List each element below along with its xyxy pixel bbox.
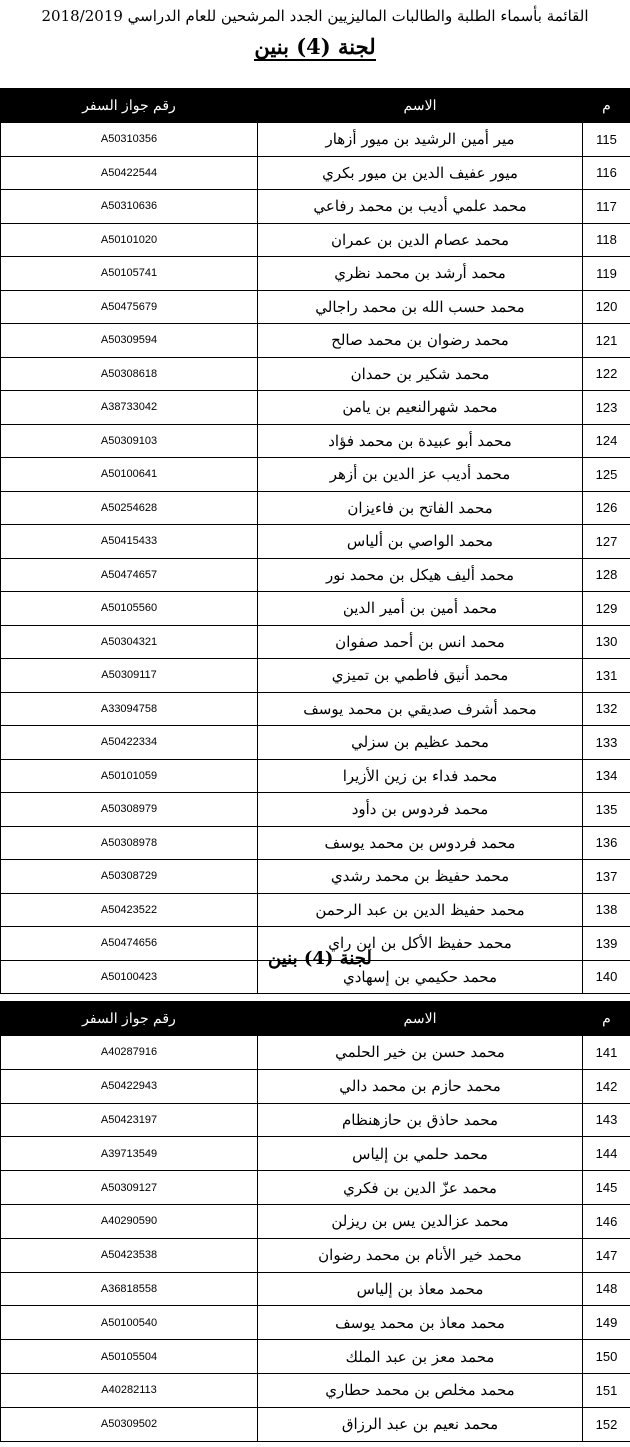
table-row xyxy=(1,558,630,592)
name-cell: محمد معاذ بن إلياس xyxy=(258,1272,583,1306)
table-row xyxy=(1,156,630,190)
table-row xyxy=(1,391,630,425)
number-cell: 146 xyxy=(583,1204,630,1238)
number-cell: 118 xyxy=(583,223,630,257)
passport-cell: A50309594 xyxy=(1,324,258,358)
table-row xyxy=(1,290,630,324)
table-row xyxy=(1,190,630,224)
number-cell: 127 xyxy=(583,525,630,559)
header-number: م xyxy=(583,1002,630,1036)
table-row xyxy=(1,123,630,157)
number-cell: 139 xyxy=(583,927,630,961)
number-cell: 131 xyxy=(583,659,630,693)
table-row xyxy=(1,759,630,793)
passport-cell: A50309103 xyxy=(1,424,258,458)
name-cell: محمد مخلص بن محمد حطاري xyxy=(258,1373,583,1407)
students-table-1 xyxy=(0,88,630,994)
passport-cell: A38733042 xyxy=(1,391,258,425)
header-name: الاسم xyxy=(258,1002,583,1036)
table-row xyxy=(1,491,630,525)
table-row xyxy=(1,424,630,458)
name-cell: محمد معاذ بن محمد يوسف xyxy=(258,1306,583,1340)
number-cell: 142 xyxy=(583,1069,630,1103)
passport-cell: A39713549 xyxy=(1,1137,258,1171)
passport-cell: A50100540 xyxy=(1,1306,258,1340)
table-header-row xyxy=(1,89,630,123)
number-cell: 147 xyxy=(583,1238,630,1272)
passport-cell: A50423197 xyxy=(1,1103,258,1137)
passport-cell: A50309127 xyxy=(1,1171,258,1205)
table-row xyxy=(1,1103,630,1137)
table-row xyxy=(1,1340,630,1374)
table-row xyxy=(1,1238,630,1272)
passport-cell: A50423538 xyxy=(1,1238,258,1272)
number-cell: 137 xyxy=(583,860,630,894)
passport-cell: A50423522 xyxy=(1,893,258,927)
name-cell: محمد حازم بن محمد دالي xyxy=(258,1069,583,1103)
number-cell: 132 xyxy=(583,692,630,726)
table-row xyxy=(1,1204,630,1238)
name-cell: محمد أمين بن أمير الدين xyxy=(258,592,583,626)
name-cell: محمد حفيظ بن محمد رشدي xyxy=(258,860,583,894)
table-row xyxy=(1,793,630,827)
table-row xyxy=(1,223,630,257)
table-row xyxy=(1,1171,630,1205)
number-cell: 129 xyxy=(583,592,630,626)
name-cell: محمد معز بن عبد الملك xyxy=(258,1340,583,1374)
number-cell: 115 xyxy=(583,123,630,157)
name-cell: محمد فردوس بن دأود xyxy=(258,793,583,827)
name-cell: محمد عزّ الدين بن فكري xyxy=(258,1171,583,1205)
passport-cell: A50105504 xyxy=(1,1340,258,1374)
passport-cell: A50310636 xyxy=(1,190,258,224)
table-row xyxy=(1,826,630,860)
number-cell: 121 xyxy=(583,324,630,358)
passport-cell: A50422334 xyxy=(1,726,258,760)
name-cell: محمد عظيم بن سزلي xyxy=(258,726,583,760)
header-name: الاسم xyxy=(258,89,583,123)
number-cell: 120 xyxy=(583,290,630,324)
passport-cell: A36818558 xyxy=(1,1272,258,1306)
number-cell: 151 xyxy=(583,1373,630,1407)
name-cell: محمد انس بن أحمد صفوان xyxy=(258,625,583,659)
name-cell: محمد خير الأنام بن محمد رضوان xyxy=(258,1238,583,1272)
table-row xyxy=(1,1036,630,1070)
name-cell: محمد أرشد بن محمد نظري xyxy=(258,257,583,291)
table-row xyxy=(1,625,630,659)
passport-cell: A50475679 xyxy=(1,290,258,324)
passport-cell: A50308979 xyxy=(1,793,258,827)
name-cell: محمد الفاتح بن فاءيزان xyxy=(258,491,583,525)
number-cell: 152 xyxy=(583,1407,630,1441)
number-cell: 124 xyxy=(583,424,630,458)
passport-cell: A50101059 xyxy=(1,759,258,793)
passport-cell: A50474657 xyxy=(1,558,258,592)
table-row xyxy=(1,1272,630,1306)
students-table-2 xyxy=(0,1001,630,1442)
number-cell: 123 xyxy=(583,391,630,425)
name-cell: محمد أشرف صديقي بن محمد يوسف xyxy=(258,692,583,726)
number-cell: 135 xyxy=(583,793,630,827)
table-row xyxy=(1,692,630,726)
number-cell: 136 xyxy=(583,826,630,860)
header-number: م xyxy=(583,89,630,123)
number-cell: 148 xyxy=(583,1272,630,1306)
number-cell: 143 xyxy=(583,1103,630,1137)
table-row xyxy=(1,1306,630,1340)
passport-cell: A50308978 xyxy=(1,826,258,860)
number-cell: 117 xyxy=(583,190,630,224)
passport-cell: A50422943 xyxy=(1,1069,258,1103)
table-row xyxy=(1,357,630,391)
passport-cell: A50100423 xyxy=(1,960,258,994)
number-cell: 122 xyxy=(583,357,630,391)
passport-cell: A50308729 xyxy=(1,860,258,894)
name-cell: محمد شهرالنعيم بن يامن xyxy=(258,391,583,425)
name-cell: محمد نعيم بن عبد الرزاق xyxy=(258,1407,583,1441)
name-cell: محمد أليف هيكل بن محمد نور xyxy=(258,558,583,592)
table-row xyxy=(1,1137,630,1171)
name-cell: محمد أنيق فاطمي بن تميزي xyxy=(258,659,583,693)
passport-cell: A50415433 xyxy=(1,525,258,559)
page-title: القائمة بأسماء الطلبة والطالبات الماليزيين الجدد المرشحين للعام الدراسي 2018/2019 xyxy=(41,7,589,25)
committee-subtitle-text: لجنة (4) بنين xyxy=(254,34,376,59)
passport-cell: A50105741 xyxy=(1,257,258,291)
passport-cell: A50254628 xyxy=(1,491,258,525)
number-cell: 149 xyxy=(583,1306,630,1340)
table-row xyxy=(1,860,630,894)
table-row xyxy=(1,257,630,291)
name-cell: محمد عزالدين يس بن ريزلن xyxy=(258,1204,583,1238)
table-row xyxy=(1,1373,630,1407)
number-cell: 119 xyxy=(583,257,630,291)
passport-cell: A50309117 xyxy=(1,659,258,693)
table-row xyxy=(1,893,630,927)
passport-cell: A50105560 xyxy=(1,592,258,626)
table-row xyxy=(1,1069,630,1103)
name-cell: محمد فداء بن زين الأزيرا xyxy=(258,759,583,793)
passport-cell: A50308618 xyxy=(1,357,258,391)
number-cell: 145 xyxy=(583,1171,630,1205)
passport-cell: A50310356 xyxy=(1,123,258,157)
name-cell: محمد حفيظ الدين بن عبد الرحمن xyxy=(258,893,583,927)
name-cell: محمد فردوس بن محمد يوسف xyxy=(258,826,583,860)
number-cell: 140 xyxy=(583,960,630,994)
header-passport: رقم جواز السفر xyxy=(1,89,258,123)
name-cell: محمد عصام الدين بن عمران xyxy=(258,223,583,257)
table-row xyxy=(1,458,630,492)
table-row xyxy=(1,659,630,693)
passport-cell: A50309502 xyxy=(1,1407,258,1441)
table-body-2 xyxy=(1,1036,630,1442)
table-row xyxy=(1,592,630,626)
name-cell: ميور عفيف الدين بن ميور بكري xyxy=(258,156,583,190)
passport-cell: A40287916 xyxy=(1,1036,258,1070)
number-cell: 116 xyxy=(583,156,630,190)
table-header-row xyxy=(1,1002,630,1036)
number-cell: 144 xyxy=(583,1137,630,1171)
passport-cell: A33094758 xyxy=(1,692,258,726)
passport-cell: A40290590 xyxy=(1,1204,258,1238)
name-cell: محمد شكير بن حمدان xyxy=(258,357,583,391)
number-cell: 134 xyxy=(583,759,630,793)
table-row xyxy=(1,324,630,358)
number-cell: 150 xyxy=(583,1340,630,1374)
number-cell: 128 xyxy=(583,558,630,592)
header-passport: رقم جواز السفر xyxy=(1,1002,258,1036)
number-cell: 141 xyxy=(583,1036,630,1070)
name-cell: مير أمين الرشيد بن ميور أزهار xyxy=(258,123,583,157)
table-row xyxy=(1,726,630,760)
name-cell: محمد حسن بن خير الحلمي xyxy=(258,1036,583,1070)
passport-cell: A50474656 xyxy=(1,927,258,961)
name-cell: محمد الواصي بن ألياس xyxy=(258,525,583,559)
name-cell: محمد حسب الله بن محمد راجالي xyxy=(258,290,583,324)
name-cell: محمد علمي أديب بن محمد رفاعي xyxy=(258,190,583,224)
number-cell: 125 xyxy=(583,458,630,492)
table-row xyxy=(1,525,630,559)
name-cell: محمد أديب عز الدين بن أزهر xyxy=(258,458,583,492)
name-cell: محمد حفيظ الأكل بن اين راي xyxy=(258,927,583,961)
name-cell: محمد حكيمي بن إسهادي xyxy=(258,960,583,994)
name-cell: محمد حاذق بن حازهنظام xyxy=(258,1103,583,1137)
name-cell: محمد حلمي بن إلياس xyxy=(258,1137,583,1171)
committee-subtitle xyxy=(0,33,630,61)
passport-cell: A50100641 xyxy=(1,458,258,492)
number-cell: 126 xyxy=(583,491,630,525)
passport-cell: A40282113 xyxy=(1,1373,258,1407)
passport-cell: A50304321 xyxy=(1,625,258,659)
passport-cell: A50422544 xyxy=(1,156,258,190)
table-body-1 xyxy=(1,123,630,994)
number-cell: 133 xyxy=(583,726,630,760)
overlay-committee-label: لجنة (4) بنين xyxy=(268,948,372,969)
number-cell: 130 xyxy=(583,625,630,659)
name-cell: محمد أبو عبيدة بن محمد فؤاد xyxy=(258,424,583,458)
number-cell: 138 xyxy=(583,893,630,927)
table-row xyxy=(1,1407,630,1441)
name-cell: محمد رضوان بن محمد صالح xyxy=(258,324,583,358)
passport-cell: A50101020 xyxy=(1,223,258,257)
